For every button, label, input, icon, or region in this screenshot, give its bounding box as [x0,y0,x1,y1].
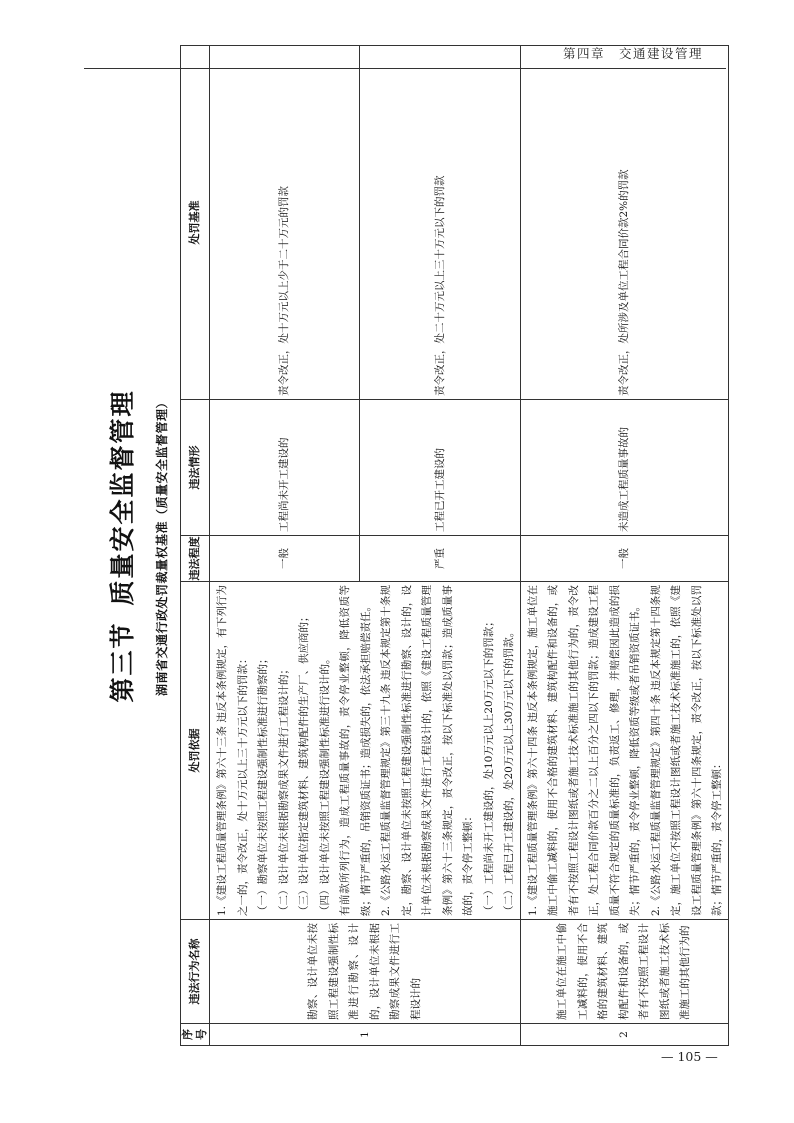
penalty-basis [210,582,521,920]
col-header-no: 序号 [181,1024,210,1046]
row-number: 2 [520,1024,728,1046]
violation-situation: 工程尚未开工建设的 [210,400,360,536]
basis-paragraph: （一）勘察单位未按照工程建设强制性标准进行勘察的； [257,653,269,916]
penalty-table [180,45,729,1046]
row-number: 1 [210,1024,521,1046]
penalty-basis [520,582,728,920]
page-number: — 105 — [661,1049,718,1064]
penalty-standard: 责令改正，处十万元以上少于二十万元的罚款 [210,46,360,400]
violation-situation: 工程已开工建设的 [360,400,520,536]
basis-paragraph: （二）设计单位未根据勘察成果文件进行工程设计的； [277,664,290,916]
table-row [210,46,360,1046]
basis-paragraph: （三）设计单位指定建筑材料、建筑构配件的生产厂、供应商的； [298,611,310,916]
col-header-degree: 违法程度 [181,536,210,582]
basis-paragraph: 有前款所列行为，造成工程质量事故的，责令停业整顿，降低资质等级；情节严重的，吊销资质证书；造成损失的，依法承担赔偿责任。 [339,585,372,916]
section-name: 质量安全监督管理 [108,389,137,606]
basis-paragraph: （四）设计单位未按照工程建设强制性标准进行设计的。 [318,653,331,916]
basis-paragraph: 2.《公路水运工程质量监督管理规定》第四十条 违反本规定第十四条规定，施工单位不按照工程设计图纸或者施工技术标准施工的，依照《建设工程质量管理条例》第六十四条规定，责令改正，按以下标准处以罚款；情节严重的，责令停工整顿： [649,585,723,916]
rotated-content [93,46,733,1046]
table-row [520,46,728,1046]
col-header-standard: 处罚基准 [181,46,210,400]
running-header: 第四章 交通建设管理 [563,46,704,61]
penalty-standard: 责令改正，处所涉及单位工程合同价款2%的罚款 [520,46,728,400]
violation-situation: 未造成工程质量事故的 [520,400,728,536]
basis-paragraph: （一）工程尚未开工建设的，处10万元以上20万元以下的罚款； [482,616,495,916]
col-header-basis: 处罚依据 [181,582,210,920]
table-caption: 湖南省交通行政处罚裁量权基准（质量安全监督管理） [155,396,169,697]
basis-paragraph: 1.《建设工程质量管理条例》第六十四条 违反本条例规定，施工单位在施工中偷工减料的，使用不合格的建筑材料、建筑构配件和设备的，或者有不按照工程设计图纸或者施工技术标准施工的其他行为的，责令改正，处工程合同价款百分之二以上百分之四以下的罚款；造成建设工程质量不符合规定的质量标准的，负责返工、修理，并赔偿因此造成的损失；情节严重的，责令停业整顿，降低资质等级或者吊销资质证书。 [526,585,641,916]
penalty-standard: 责令改正，处二十万元以上三十万元以下的罚款 [360,46,520,400]
col-header-situation: 违法情形 [181,400,210,536]
section-number: 第三节 [108,621,137,703]
section-title [93,46,149,1046]
violation-name: 勘察、设计单位未按照工程建设强制性标准进行勘察、设计的，设计单位未根据勘察成果文件进行工程设计的 [210,920,521,1024]
basis-paragraph: 2.《公路水运工程质量监督管理规定》第三十九条 违反本规定第十条规定，勘察、设计单位未按照工程建设强制性标准进行勘察、设计的，设计单位未根据勘察成果文件进行工程设计的，依照《建设工程质量管理条例》第六十三条规定，责令改正，按以下标准处以罚款；造成质量事故的，责令停工整顿： [380,585,474,916]
basis-paragraph: （二）工程已开工建设的，处20万元以上30万元以下的罚款。 [503,626,515,916]
violation-degree: 一般 [210,536,360,582]
violation-degree: 严重 [360,536,520,582]
basis-paragraph: 1.《建设工程质量管理条例》第六十三条 违反本条例规定，有下列行为之一的，责令改正，处十万元以上三十万元以下的罚款： [216,585,249,916]
violation-name: 施工单位在施工中偷工减料的，使用不合格的建筑材料、建筑构配件和设备的，或者有不按照工程设计图纸或者施工技术标准施工的其他行为的 [520,920,728,1024]
violation-degree: 一般 [520,536,728,582]
col-header-name: 违法行为名称 [181,920,210,1024]
table-header-row [181,46,210,1046]
